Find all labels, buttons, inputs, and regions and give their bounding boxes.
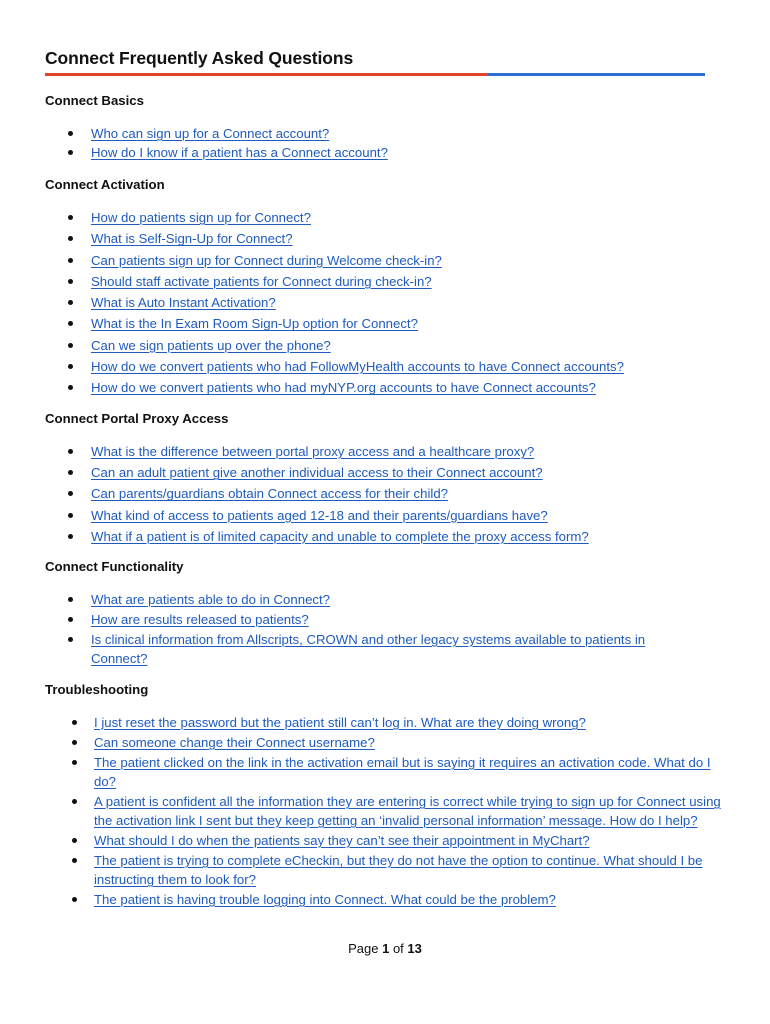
section-heading-connect-functionality: Connect Functionality xyxy=(45,559,184,574)
faq-link[interactable]: What if a patient is of limited capacity and unable to complete the proxy access form? xyxy=(91,528,589,544)
faq-link[interactable]: Is clinical information from Allscripts, CROWN and other legacy systems available to patients in Connect? xyxy=(91,632,646,666)
bullet-icon xyxy=(72,897,77,902)
section-heading-troubleshooting: Troubleshooting xyxy=(45,682,149,697)
list-item xyxy=(45,792,725,830)
page-total: 13 xyxy=(407,941,422,956)
bullet-icon xyxy=(68,150,73,155)
faq-link[interactable]: I just reset the password but the patient still can’t log in. What are they doing wrong? xyxy=(94,715,586,730)
list-item xyxy=(45,753,725,791)
list-item xyxy=(45,208,735,229)
list-item xyxy=(45,831,725,850)
page-footer xyxy=(0,941,770,956)
faq-link[interactable]: How are results released to patients? xyxy=(91,612,309,627)
faq-link[interactable]: How do I know if a patient has a Connect account? xyxy=(91,145,388,160)
faq-list-connect-functionality xyxy=(45,590,695,668)
list-item xyxy=(45,442,735,463)
bullet-icon xyxy=(72,740,77,745)
section-heading-connect-activation: Connect Activation xyxy=(45,177,165,192)
bullet-icon xyxy=(72,760,77,765)
list-item xyxy=(45,890,725,909)
faq-link[interactable]: Should staff activate patients for Connect during check-in? xyxy=(91,273,432,289)
faq-link[interactable]: Can parents/guardians obtain Connect access for their child? xyxy=(91,486,449,502)
list-item xyxy=(45,251,735,272)
faq-link[interactable]: What should I do when the patients say they can’t see their appointment in MyChart? xyxy=(94,833,590,848)
list-item xyxy=(45,506,735,527)
faq-link[interactable]: How do we convert patients who had FollowMyHealth accounts to have Connect accounts? xyxy=(91,359,624,375)
list-item xyxy=(45,463,735,484)
list-item xyxy=(45,272,735,293)
faq-link[interactable]: The patient clicked on the link in the activation email but is saying it requires an activation code. What do I do? xyxy=(94,755,711,789)
bullet-icon xyxy=(68,385,73,390)
list-item xyxy=(45,610,695,629)
bullet-icon xyxy=(72,838,77,843)
faq-link[interactable]: What is Auto Instant Activation? xyxy=(91,295,276,311)
bullet-icon xyxy=(68,364,73,369)
list-item xyxy=(45,378,735,399)
faq-list-troubleshooting xyxy=(45,713,725,909)
list-item xyxy=(45,630,695,668)
bullet-icon xyxy=(68,236,73,241)
bullet-icon xyxy=(72,720,77,725)
bullet-icon xyxy=(72,799,77,804)
bullet-icon xyxy=(72,858,77,863)
faq-link[interactable]: A patient is confident all the information they are entering is correct while trying to sign up for Connect using the activation link I sent but they keep getting an ‘invalid personal information’ message. How do I help? xyxy=(94,794,721,828)
faq-link[interactable]: What is the difference between portal proxy access and a healthcare proxy? xyxy=(91,444,535,459)
bullet-icon xyxy=(68,258,73,263)
bullet-icon xyxy=(68,637,73,642)
section-heading-portal-proxy-access: Connect Portal Proxy Access xyxy=(45,411,229,426)
list-item xyxy=(45,713,725,732)
bullet-icon xyxy=(68,449,73,454)
bullet-icon xyxy=(68,617,73,622)
bullet-icon xyxy=(68,513,73,518)
bullet-icon xyxy=(68,470,73,475)
bullet-icon xyxy=(68,491,73,496)
page-title: Connect Frequently Asked Questions xyxy=(45,48,354,68)
faq-link[interactable]: Who can sign up for a Connect account? xyxy=(91,126,330,141)
title-rule-red xyxy=(45,73,488,76)
faq-link[interactable]: Can we sign patients up over the phone? xyxy=(91,337,331,353)
bullet-icon xyxy=(68,215,73,220)
list-item xyxy=(45,484,735,505)
of-label: of xyxy=(392,941,404,956)
faq-link[interactable]: What are patients able to do in Connect? xyxy=(91,592,330,607)
bullet-icon xyxy=(68,300,73,305)
list-item xyxy=(45,336,735,357)
bullet-icon xyxy=(68,534,73,539)
list-item xyxy=(45,733,725,752)
list-item xyxy=(45,143,735,162)
faq-link[interactable]: The patient is trying to complete eCheckin, but they do not have the option to continue. What should I be instructing them to look for? xyxy=(94,853,703,887)
faq-link[interactable]: What is Self-Sign-Up for Connect? xyxy=(91,231,293,247)
faq-link[interactable]: Can patients sign up for Connect during Welcome check-in? xyxy=(91,252,442,268)
list-item xyxy=(45,314,735,335)
title-rule-blue xyxy=(488,73,705,76)
list-item xyxy=(45,124,735,143)
page-current: 1 xyxy=(382,941,390,956)
faq-list-connect-activation xyxy=(45,208,735,400)
faq-link[interactable]: What is the In Exam Room Sign-Up option for Connect? xyxy=(91,316,418,332)
bullet-icon xyxy=(68,321,73,326)
faq-link[interactable]: How do patients sign up for Connect? xyxy=(91,210,311,225)
faq-list-connect-basics xyxy=(45,124,735,162)
faq-link[interactable]: The patient is having trouble logging into Connect. What could be the problem? xyxy=(94,892,556,907)
section-heading-connect-basics: Connect Basics xyxy=(45,93,144,108)
bullet-icon xyxy=(68,279,73,284)
list-item xyxy=(45,851,725,889)
bullet-icon xyxy=(68,343,73,348)
faq-list-portal-proxy-access xyxy=(45,442,735,548)
bullet-icon xyxy=(68,131,73,136)
list-item xyxy=(45,590,695,609)
list-item xyxy=(45,527,735,548)
faq-link[interactable]: What kind of access to patients aged 12-18 and their parents/guardians have? xyxy=(91,507,548,523)
faq-link[interactable]: How do we convert patients who had myNYP.org accounts to have Connect accounts? xyxy=(91,380,596,396)
faq-link[interactable]: Can an adult patient give another individual access to their Connect account? xyxy=(91,465,543,481)
faq-link[interactable]: Can someone change their Connect username? xyxy=(94,735,375,750)
list-item xyxy=(45,293,735,314)
bullet-icon xyxy=(68,597,73,602)
list-item xyxy=(45,357,735,378)
list-item xyxy=(45,229,735,250)
page-label: Page xyxy=(348,941,379,956)
